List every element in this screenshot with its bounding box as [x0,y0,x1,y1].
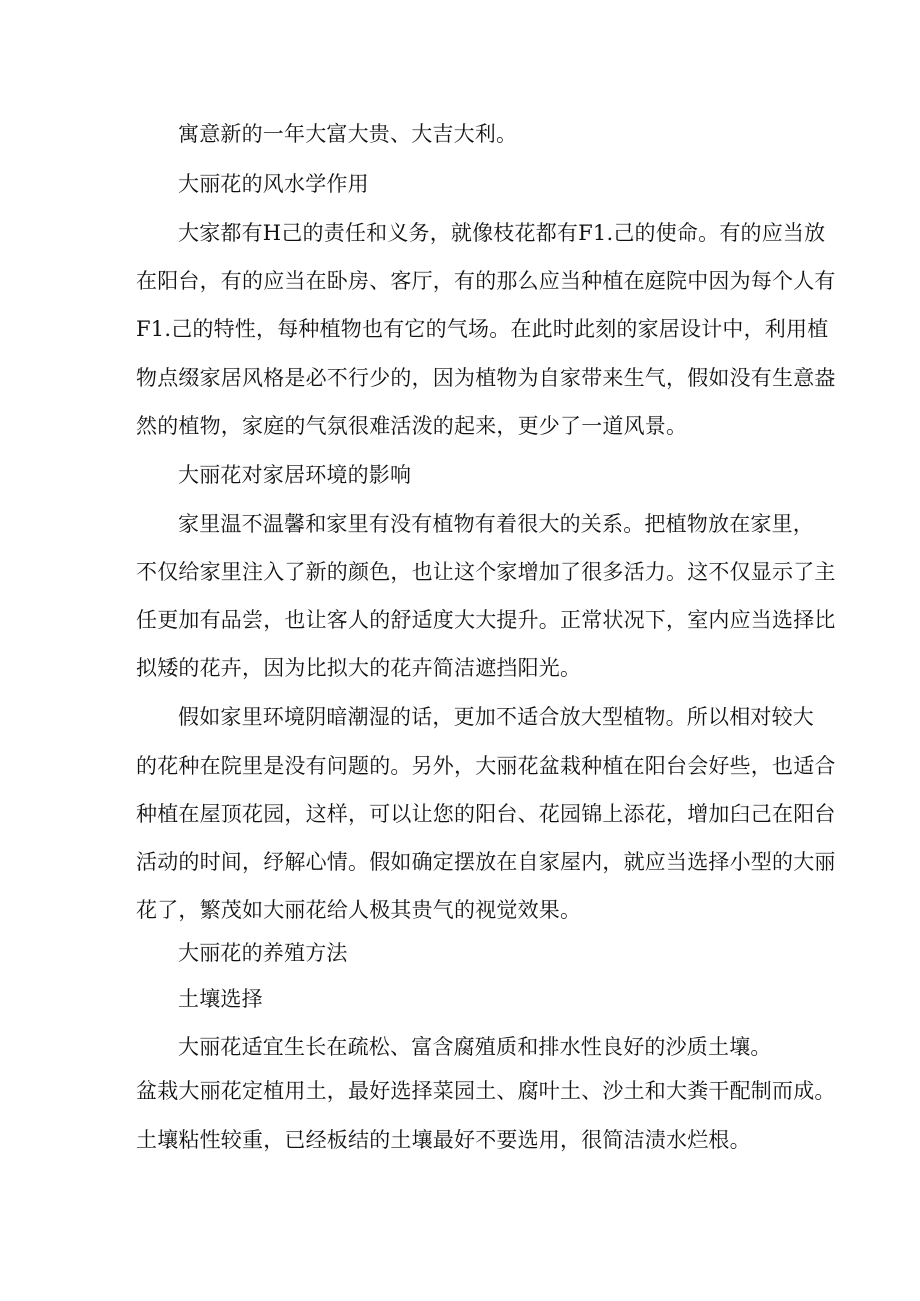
paragraph-line: F1.己的特性，每种植物也有它的气场。在此时此刻的家居设计中，利用植 [136,317,829,341]
paragraph-line: 大丽花适宜生长在疏松、富含腐殖质和排水性良好的沙质土壤。 [178,1035,772,1059]
section-subheading: 土壤选择 [178,987,263,1011]
paragraph-line: 的花种在院里是没有问题的。另外，大丽花盆栽种植在阳台会好些，也适合 [136,754,836,778]
paragraph-line: 假如家里环境阴暗潮湿的话，更加不适合放大型植物。所以相对较大 [178,705,814,729]
paragraph-line: 活动的时间，纾解心情。假如确定摆放在自家屋内，就应当选择小型的大丽 [136,850,836,874]
paragraph-line: 物点缀家居风格是必不行少的，因为植物为自家带来生气，假如没有生意盎 [136,366,836,390]
section-heading: 大丽花的风水学作用 [178,172,369,196]
section-heading: 大丽花的养殖方法 [178,941,348,965]
paragraph-line: 家里温不温馨和家里有没有植物有着很大的关系。把植物放在家里， [178,512,814,536]
paragraph-line: 盆栽大丽花定植用土，最好选择菜园土、腐叶土、沙土和大粪干配制而成。 [136,1079,836,1103]
paragraph-line: 任更加有品尝，也让客人的舒适度大大提升。正常状况下，室内应当选择比 [136,608,836,632]
paragraph-line: 不仅给家里注入了新的颜色，也让这个家增加了很多活力。这不仅显示了主 [136,560,836,584]
paragraph-line: 在阳台，有的应当在卧房、客厅，有的那么应当种植在庭院中因为每个人有 [136,269,836,293]
section-heading: 大丽花对家居环境的影响 [178,463,412,487]
paragraph-line: 种植在屋顶花园，这样，可以让您的阳台、花园锦上添花，增加臼己在阳台 [136,802,836,826]
paragraph-line: 拟矮的花卉，因为比拟大的花卉简洁遮挡阳光。 [136,656,582,680]
paragraph-line: 大家都有H己的责任和义务，就像枝花都有F1.己的使命。有的应当放 [178,221,826,245]
paragraph-line: 寓意新的一年大富大贵、大吉大利。 [178,122,518,146]
paragraph-line: 然的植物，家庭的气氛很难活泼的起来，更少了一道风景。 [136,414,688,438]
paragraph-line: 土壤粘性较重，已经板结的土壤最好不要选用，很简洁渍水烂根。 [136,1128,751,1152]
paragraph-line: 花了，繁茂如大丽花给人极其贵气的视觉效果。 [136,898,582,922]
